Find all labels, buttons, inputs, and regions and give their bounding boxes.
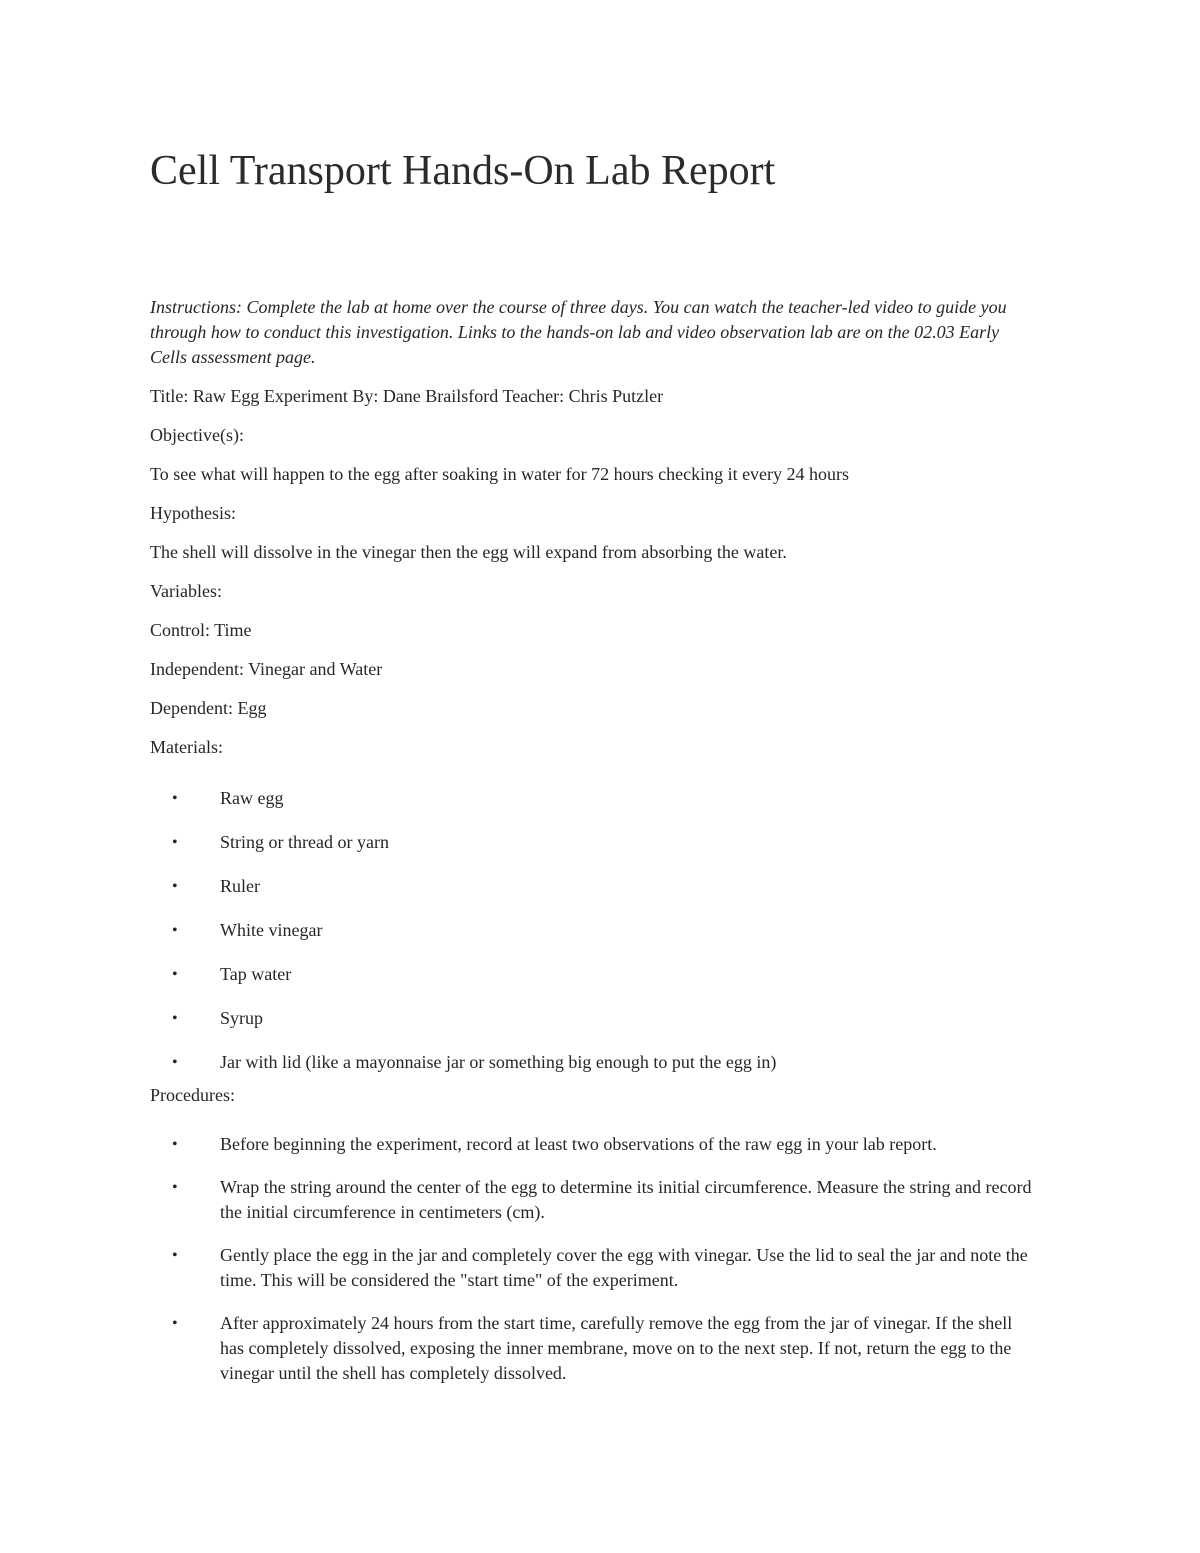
bullet-icon: • [172,834,178,851]
bullet-icon: • [172,878,178,895]
list-item: • After approximately 24 hours from the start time, carefully remove the egg from the jar of vinegar. If the shell has completely dissolved, exposing the inner membrane, move on to the next step. If not, return the egg to the vinegar until the shell has completely dissolved. [172,1313,1013,1383]
list-item: • Before beginning the experiment, record at least two observations of the raw egg in your lab report. [150,1132,1040,1157]
bullet-icon: • [172,1010,178,1027]
bullet-icon: • [172,922,178,939]
list-item: • Raw egg [150,786,1050,811]
bullet-icon: • [172,1247,178,1264]
objective-text: To see what will happen to the egg after soaking in water for 72 hours checking it every 24 hours [150,464,850,484]
bullet-icon: • [172,1315,178,1332]
list-item: • Wrap the string around the center of the egg to determine its initial circumference. Measure the string and record the initial circumference in centimeters (cm). [172,1177,1032,1222]
bullet-icon: • [172,1054,178,1071]
bullet-icon: • [172,1179,178,1196]
document-title: Cell Transport Hands-On Lab Report [150,148,776,194]
title-line: Title: Raw Egg Experiment By: Dane Brailsford Teacher: Chris Putzler [150,386,664,406]
bullet-icon: • [172,1136,178,1153]
materials-label: Materials: [150,737,223,757]
document-page [150,145,1050,1404]
procedures-list [150,1132,1050,1386]
bullet-icon: • [172,790,178,807]
control-variable: Control: Time [150,620,252,640]
list-item: • White vinegar [150,918,1050,943]
bullet-icon: • [172,966,178,983]
dependent-variable: Dependent: Egg [150,698,267,718]
materials-list [150,786,1050,1075]
procedures-label: Procedures: [150,1085,235,1105]
list-item: • Jar with lid (like a mayonnaise jar or something big enough to put the egg in) [150,1050,1050,1075]
list-item: • Gently place the egg in the jar and completely cover the egg with vinegar. Use the lid to seal the jar and note the time. This will be considered the "start time" of the experiment. [172,1245,1028,1290]
independent-variable: Independent: Vinegar and Water [150,659,383,679]
objectives-label: Objective(s): [150,425,244,445]
variables-label: Variables: [150,581,222,601]
hypothesis-text: The shell will dissolve in the vinegar then the egg will expand from absorbing the water. [150,542,787,562]
list-item: • Syrup [150,1006,1050,1031]
list-item: • Tap water [150,962,1050,987]
list-item: • Ruler [150,874,1050,899]
list-item: • String or thread or yarn [150,830,1050,855]
hypothesis-label: Hypothesis: [150,503,237,523]
instructions-text: Instructions: Complete the lab at home over the course of three days. You can watch the teacher-led video to guide you through how to conduct this investigation. Links to the hands-on lab and video observation lab are on the 02.03 Early Cells assessment page. [150,297,1007,367]
